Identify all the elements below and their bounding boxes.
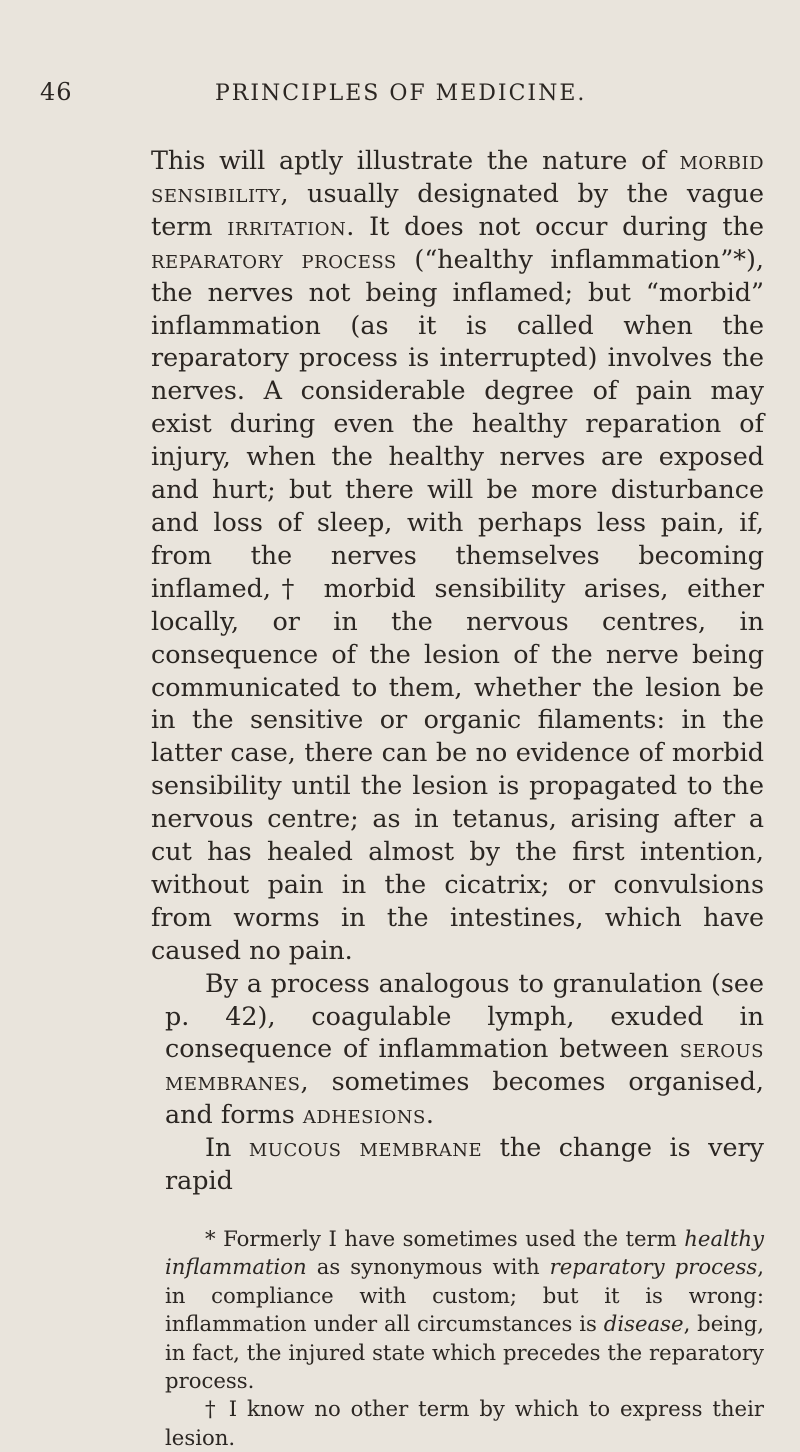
term-adhesions: adhesions [302, 1099, 426, 1130]
term-irritation: irritation [227, 210, 347, 241]
term-reparatory-process: reparatory process [151, 243, 397, 274]
term-mucous-membrane: mucous membrane [248, 1132, 483, 1163]
running-title: PRINCIPLES OF MEDICINE. [215, 81, 587, 106]
footnotes [165, 1225, 764, 1452]
body-text [151, 144, 764, 1197]
page-number: 46 [40, 78, 73, 106]
paragraph-2: By a process analogous to granulation (see p. 42), coagulable lymph, exuded in consequence of inflammation between serous membranes, sometimes becomes organised, and forms adhesions. [165, 967, 764, 1130]
paragraph-1: This will aptly illustrate the nature of morbid sensibility, usually designated by the vague term irritation. It does not occur during the reparatory process (“healthy inflammation”*), the nerves not being inflamed; but “morbid” inflammation (as it is called when the reparatory process is interrupted) involves the nerves. A considerable degree of pain may exist during even the healthy reparation of injury, when the healthy nerves are exposed and hurt; but there will be more disturbance and loss of sleep, with perhaps less pain, if, from the nerves themselves becoming inflamed,† morbid sensibility arises, either locally, or in the nervous centres, in consequence of the lesion of the nerve being communicated to them, whether the lesion be in the sensitive or organic filaments: in the latter case, there can be no evidence of morbid sensibility until the lesion is propagated to the nervous centre; as in tetanus, arising after a cut has healed almost by the first intention, without pain in the cicatrix; or convulsions from worms in the intestines, which have caused no pain. [151, 145, 764, 965]
footnote-asterisk: * Formerly I have sometimes used the term healthy inflammation as synonymous with reparatory process, in compliance with custom; but it is wrong: inflammation under all circumstances is disease, being, in fact, the injured state which precedes the reparatory process. [165, 1226, 764, 1394]
footnote-dagger: † I know no other term by which to express their lesion. [165, 1396, 764, 1450]
term-serous-membranes: serous membranes [165, 1033, 764, 1097]
paragraph-3: In mucous membrane the change is very rapid [165, 1132, 764, 1196]
term-morbid: morbid [679, 145, 764, 175]
term-sensibility: sensibility [151, 177, 281, 208]
page-header [40, 78, 764, 106]
